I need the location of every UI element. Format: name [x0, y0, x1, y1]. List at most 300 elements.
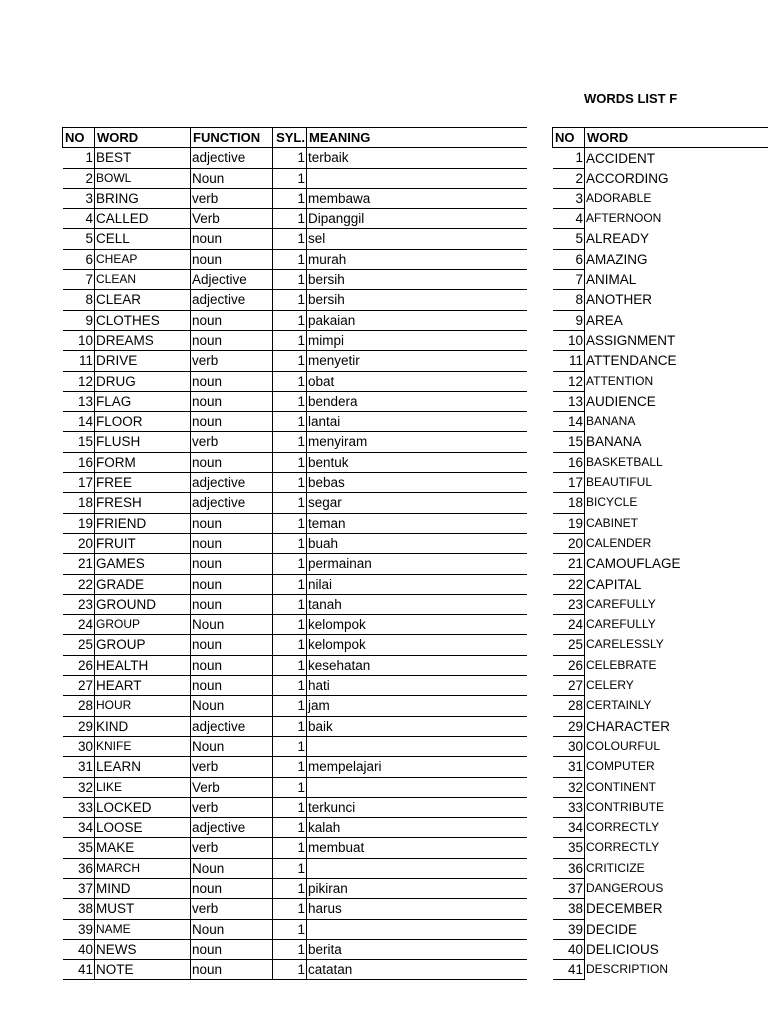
- word-cell: FLAG: [95, 391, 191, 411]
- row-number: 15: [553, 432, 585, 452]
- word-cell: FRESH: [95, 493, 191, 513]
- function-cell: noun: [191, 310, 273, 330]
- word-table-right-body: [553, 148, 768, 980]
- word-cell: BEAUTIFUL: [586, 475, 653, 490]
- word-cell: GRADE: [95, 574, 191, 594]
- table-row: [63, 432, 527, 452]
- row-number: 26: [553, 655, 585, 675]
- table-row: [63, 676, 527, 696]
- row-number: 23: [63, 594, 95, 614]
- table-row: [63, 473, 527, 493]
- function-cell: noun: [191, 249, 273, 269]
- function-cell: noun: [191, 878, 273, 898]
- meaning-cell: [307, 736, 527, 756]
- table-row: [63, 148, 527, 168]
- table-row: [63, 330, 527, 350]
- word-cell: CERTAINLY: [586, 698, 652, 713]
- meaning-cell: Dipanggil: [307, 209, 527, 229]
- word-cell: CELL: [95, 229, 191, 249]
- word-cell: CLOTHES: [95, 310, 191, 330]
- word-cell: MUST: [95, 899, 191, 919]
- meaning-cell: kalah: [307, 818, 527, 838]
- row-number: 8: [63, 290, 95, 310]
- meaning-cell: mimpi: [307, 330, 527, 350]
- row-number: 21: [63, 554, 95, 574]
- function-cell: Adjective: [191, 270, 273, 290]
- word-cell: DECIDE: [586, 921, 638, 937]
- word-cell: CORRECTLY: [586, 820, 660, 835]
- table-row: [63, 412, 527, 432]
- meaning-cell: nilai: [307, 574, 527, 594]
- row-number: 40: [63, 939, 95, 959]
- word-cell: CABINET: [586, 515, 639, 530]
- row-number: 9: [553, 310, 585, 330]
- syllables-cell: 1: [273, 919, 307, 939]
- table-row: [63, 270, 527, 290]
- table-row: [553, 533, 768, 553]
- word-cell: CAMOUFLAGE: [586, 556, 681, 572]
- function-cell: noun: [191, 594, 273, 614]
- word-cell: CELEBRATE: [586, 657, 657, 672]
- syllables-cell: 1: [273, 330, 307, 350]
- word-cell: CLEAN: [95, 270, 191, 290]
- row-number: 15: [63, 432, 95, 452]
- syllables-cell: 1: [273, 635, 307, 655]
- row-number: 12: [63, 371, 95, 391]
- row-number: 39: [63, 919, 95, 939]
- row-number: 12: [553, 371, 585, 391]
- table-row: [553, 960, 768, 980]
- syllables-cell: 1: [273, 554, 307, 574]
- meaning-cell: pikiran: [307, 878, 527, 898]
- table-row: [553, 777, 768, 797]
- meaning-cell: menyetir: [307, 351, 527, 371]
- meaning-cell: [307, 168, 527, 188]
- word-cell: HOUR: [95, 696, 191, 716]
- meaning-cell: permainan: [307, 554, 527, 574]
- row-number: 13: [553, 391, 585, 411]
- table-row: [63, 878, 527, 898]
- table-row: [553, 736, 768, 756]
- row-number: 34: [553, 818, 585, 838]
- meaning-cell: sel: [307, 229, 527, 249]
- meaning-cell: hati: [307, 676, 527, 696]
- row-number: 16: [63, 452, 95, 472]
- row-number: 1: [63, 148, 95, 168]
- function-cell: noun: [191, 574, 273, 594]
- function-cell: verb: [191, 838, 273, 858]
- word-cell: DREAMS: [95, 330, 191, 350]
- word-table-right: [552, 127, 768, 980]
- word-cell: GAMES: [95, 554, 191, 574]
- word-cell: GROUND: [95, 594, 191, 614]
- syllables-cell: 1: [273, 736, 307, 756]
- function-cell: verb: [191, 351, 273, 371]
- syllables-cell: 1: [273, 676, 307, 696]
- function-cell: Noun: [191, 615, 273, 635]
- row-number: 10: [63, 330, 95, 350]
- word-cell: LOCKED: [95, 797, 191, 817]
- syllables-cell: 1: [273, 594, 307, 614]
- row-number: 32: [63, 777, 95, 797]
- syllables-cell: 1: [273, 878, 307, 898]
- table-row: [63, 574, 527, 594]
- row-number: 17: [553, 473, 585, 493]
- word-cell: DRIVE: [95, 351, 191, 371]
- word-cell: CHEAP: [95, 249, 191, 269]
- row-number: 4: [553, 209, 585, 229]
- word-cell: CRITICIZE: [586, 860, 645, 875]
- row-number: 41: [63, 960, 95, 980]
- function-cell: noun: [191, 635, 273, 655]
- table-row: [63, 777, 527, 797]
- syllables-cell: 1: [273, 493, 307, 513]
- header-word: WORD: [95, 128, 191, 148]
- word-cell: CAPITAL: [586, 576, 642, 592]
- word-cell: FRUIT: [95, 533, 191, 553]
- meaning-cell: berita: [307, 939, 527, 959]
- table-row: [553, 838, 768, 858]
- meaning-cell: mempelajari: [307, 757, 527, 777]
- row-number: 30: [63, 736, 95, 756]
- meaning-cell: bendera: [307, 391, 527, 411]
- table-header-row: [553, 128, 768, 148]
- header-no: NO: [63, 128, 95, 148]
- function-cell: noun: [191, 330, 273, 350]
- table-row: [63, 919, 527, 939]
- meaning-cell: lantai: [307, 412, 527, 432]
- table-row: [553, 290, 768, 310]
- meaning-cell: [307, 919, 527, 939]
- word-cell: BEST: [95, 148, 191, 168]
- row-number: 22: [553, 574, 585, 594]
- syllables-cell: 1: [273, 310, 307, 330]
- word-cell: AREA: [586, 312, 623, 328]
- word-table-left: [62, 127, 527, 980]
- table-row: [63, 716, 527, 736]
- word-cell: BICYCLE: [586, 495, 638, 510]
- table-row: [63, 533, 527, 553]
- word-cell: CHARACTER: [586, 718, 671, 734]
- word-cell: DECEMBER: [586, 901, 663, 917]
- table-row: [553, 554, 768, 574]
- syllables-cell: 1: [273, 249, 307, 269]
- syllables-cell: 1: [273, 939, 307, 959]
- function-cell: adjective: [191, 493, 273, 513]
- word-cell: BANANA: [586, 434, 642, 450]
- table-header-row: [63, 128, 527, 148]
- function-cell: noun: [191, 554, 273, 574]
- table-row: [63, 209, 527, 229]
- syllables-cell: 1: [273, 290, 307, 310]
- function-cell: adjective: [191, 290, 273, 310]
- table-row: [553, 797, 768, 817]
- table-row: [553, 148, 768, 168]
- word-cell: MAKE: [95, 838, 191, 858]
- row-number: 38: [63, 899, 95, 919]
- table-row: [553, 818, 768, 838]
- word-cell: FORM: [95, 452, 191, 472]
- row-number: 14: [63, 412, 95, 432]
- row-number: 16: [553, 452, 585, 472]
- word-cell: CONTRIBUTE: [586, 799, 664, 814]
- header-word: WORD: [585, 128, 768, 148]
- row-number: 39: [553, 919, 585, 939]
- table-row: [63, 858, 527, 878]
- table-row: [553, 878, 768, 898]
- syllables-cell: 1: [273, 777, 307, 797]
- function-cell: noun: [191, 939, 273, 959]
- row-number: 17: [63, 473, 95, 493]
- word-cell: LEARN: [95, 757, 191, 777]
- syllables-cell: 1: [273, 209, 307, 229]
- meaning-cell: bentuk: [307, 452, 527, 472]
- word-cell: BRING: [95, 188, 191, 208]
- table-row: [63, 899, 527, 919]
- table-row: [553, 615, 768, 635]
- function-cell: noun: [191, 513, 273, 533]
- syllables-cell: 1: [273, 757, 307, 777]
- table-row: [553, 270, 768, 290]
- table-row: [553, 939, 768, 959]
- word-cell: LIKE: [95, 777, 191, 797]
- word-cell: FLOOR: [95, 412, 191, 432]
- row-number: 2: [553, 168, 585, 188]
- word-cell: KIND: [95, 716, 191, 736]
- table-row: [553, 513, 768, 533]
- word-cell: MARCH: [95, 858, 191, 878]
- table-row: [553, 493, 768, 513]
- table-row: [63, 371, 527, 391]
- table-row: [63, 168, 527, 188]
- word-cell: DANGEROUS: [586, 880, 664, 895]
- syllables-cell: 1: [273, 473, 307, 493]
- word-cell: HEALTH: [95, 655, 191, 675]
- word-cell: DELICIOUS: [586, 941, 659, 957]
- word-cell: BASKETBALL: [586, 454, 663, 469]
- meaning-cell: membawa: [307, 188, 527, 208]
- word-cell: AUDIENCE: [586, 393, 656, 409]
- syllables-cell: 1: [273, 513, 307, 533]
- table-row: [553, 635, 768, 655]
- function-cell: noun: [191, 533, 273, 553]
- row-number: 11: [553, 351, 585, 371]
- table-row: [63, 391, 527, 411]
- table-row: [553, 310, 768, 330]
- row-number: 31: [553, 757, 585, 777]
- row-number: 24: [63, 615, 95, 635]
- row-number: 35: [63, 838, 95, 858]
- syllables-cell: 1: [273, 797, 307, 817]
- row-number: 27: [553, 676, 585, 696]
- row-number: 11: [63, 351, 95, 371]
- row-number: 2: [63, 168, 95, 188]
- row-number: 35: [553, 838, 585, 858]
- function-cell: adjective: [191, 716, 273, 736]
- table-row: [63, 615, 527, 635]
- syllables-cell: 1: [273, 168, 307, 188]
- function-cell: noun: [191, 391, 273, 411]
- syllables-cell: 1: [273, 858, 307, 878]
- meaning-cell: pakaian: [307, 310, 527, 330]
- table-row: [63, 188, 527, 208]
- row-number: 28: [63, 696, 95, 716]
- word-cell: DESCRIPTION: [586, 962, 669, 977]
- syllables-cell: 1: [273, 391, 307, 411]
- syllables-cell: 1: [273, 696, 307, 716]
- row-number: 28: [553, 696, 585, 716]
- row-number: 14: [553, 412, 585, 432]
- function-cell: noun: [191, 960, 273, 980]
- function-cell: Noun: [191, 168, 273, 188]
- meaning-cell: bersih: [307, 270, 527, 290]
- syllables-cell: 1: [273, 615, 307, 635]
- table-row: [553, 432, 768, 452]
- word-cell: CAREFULLY: [586, 617, 656, 632]
- table-row: [553, 229, 768, 249]
- meaning-cell: harus: [307, 899, 527, 919]
- table-row: [63, 797, 527, 817]
- meaning-cell: terbaik: [307, 148, 527, 168]
- meaning-cell: kelompok: [307, 615, 527, 635]
- word-cell: ACCORDING: [586, 170, 669, 186]
- word-cell: ADORABLE: [586, 190, 652, 205]
- table-row: [63, 736, 527, 756]
- word-cell: CORRECTLY: [586, 840, 660, 855]
- function-cell: noun: [191, 229, 273, 249]
- syllables-cell: 1: [273, 899, 307, 919]
- word-cell: CELERY: [586, 678, 634, 693]
- word-cell: GROUP: [95, 635, 191, 655]
- syllables-cell: 1: [273, 452, 307, 472]
- row-number: 25: [63, 635, 95, 655]
- table-row: [63, 493, 527, 513]
- word-cell: AFTERNOON: [586, 211, 662, 226]
- word-cell: FREE: [95, 473, 191, 493]
- syllables-cell: 1: [273, 818, 307, 838]
- table-row: [63, 838, 527, 858]
- syllables-cell: 1: [273, 432, 307, 452]
- row-number: 34: [63, 818, 95, 838]
- row-number: 21: [553, 554, 585, 574]
- row-number: 24: [553, 615, 585, 635]
- function-cell: Noun: [191, 919, 273, 939]
- row-number: 7: [63, 270, 95, 290]
- table-row: [553, 452, 768, 472]
- row-number: 33: [63, 797, 95, 817]
- table-row: [553, 412, 768, 432]
- function-cell: Noun: [191, 858, 273, 878]
- function-cell: noun: [191, 412, 273, 432]
- meaning-cell: obat: [307, 371, 527, 391]
- table-row: [63, 452, 527, 472]
- word-cell: COMPUTER: [586, 759, 655, 774]
- meaning-cell: [307, 777, 527, 797]
- function-cell: adjective: [191, 473, 273, 493]
- function-cell: verb: [191, 188, 273, 208]
- row-number: 18: [63, 493, 95, 513]
- table-row: [63, 594, 527, 614]
- row-number: 26: [63, 655, 95, 675]
- function-cell: adjective: [191, 818, 273, 838]
- word-cell: KNIFE: [95, 736, 191, 756]
- syllables-cell: 1: [273, 716, 307, 736]
- function-cell: verb: [191, 432, 273, 452]
- row-number: 27: [63, 676, 95, 696]
- row-number: 18: [553, 493, 585, 513]
- meaning-cell: segar: [307, 493, 527, 513]
- table-row: [63, 818, 527, 838]
- table-row: [63, 310, 527, 330]
- table-row: [553, 473, 768, 493]
- meaning-cell: teman: [307, 513, 527, 533]
- word-cell: FRIEND: [95, 513, 191, 533]
- word-cell: NAME: [95, 919, 191, 939]
- table-row: [63, 655, 527, 675]
- row-number: 6: [553, 249, 585, 269]
- function-cell: noun: [191, 371, 273, 391]
- word-cell: ANOTHER: [586, 292, 653, 308]
- table-row: [63, 351, 527, 371]
- row-number: 8: [553, 290, 585, 310]
- row-number: 33: [553, 797, 585, 817]
- row-number: 9: [63, 310, 95, 330]
- function-cell: Noun: [191, 736, 273, 756]
- word-cell: ALREADY: [586, 231, 650, 247]
- syllables-cell: 1: [273, 371, 307, 391]
- table-row: [553, 655, 768, 675]
- row-number: 3: [63, 188, 95, 208]
- row-number: 30: [553, 736, 585, 756]
- row-number: 1: [553, 148, 585, 168]
- syllables-cell: 1: [273, 229, 307, 249]
- meaning-cell: [307, 858, 527, 878]
- table-row: [63, 696, 527, 716]
- word-cell: CAREFULLY: [586, 596, 656, 611]
- syllables-cell: 1: [273, 412, 307, 432]
- syllables-cell: 1: [273, 574, 307, 594]
- word-cell: ATTENDANCE: [586, 353, 677, 369]
- row-number: 4: [63, 209, 95, 229]
- row-number: 31: [63, 757, 95, 777]
- table-row: [553, 676, 768, 696]
- header-syllables: SYL.: [273, 128, 307, 148]
- page-title: WORDS LIST F: [584, 91, 678, 106]
- table-row: [63, 229, 527, 249]
- row-number: 3: [553, 188, 585, 208]
- row-number: 23: [553, 594, 585, 614]
- meaning-cell: menyiram: [307, 432, 527, 452]
- word-cell: ATTENTION: [586, 373, 654, 388]
- table-row: [553, 594, 768, 614]
- table-row: [553, 330, 768, 350]
- table-row: [553, 391, 768, 411]
- row-number: 29: [63, 716, 95, 736]
- function-cell: verb: [191, 797, 273, 817]
- row-number: 36: [63, 858, 95, 878]
- word-cell: BANANA: [586, 414, 636, 429]
- row-number: 19: [63, 513, 95, 533]
- syllables-cell: 1: [273, 655, 307, 675]
- meaning-cell: bersih: [307, 290, 527, 310]
- header-function: FUNCTION: [191, 128, 273, 148]
- syllables-cell: 1: [273, 838, 307, 858]
- word-cell: COLOURFUL: [586, 738, 661, 753]
- row-number: 19: [553, 513, 585, 533]
- row-number: 20: [553, 533, 585, 553]
- table-row: [553, 919, 768, 939]
- row-number: 38: [553, 899, 585, 919]
